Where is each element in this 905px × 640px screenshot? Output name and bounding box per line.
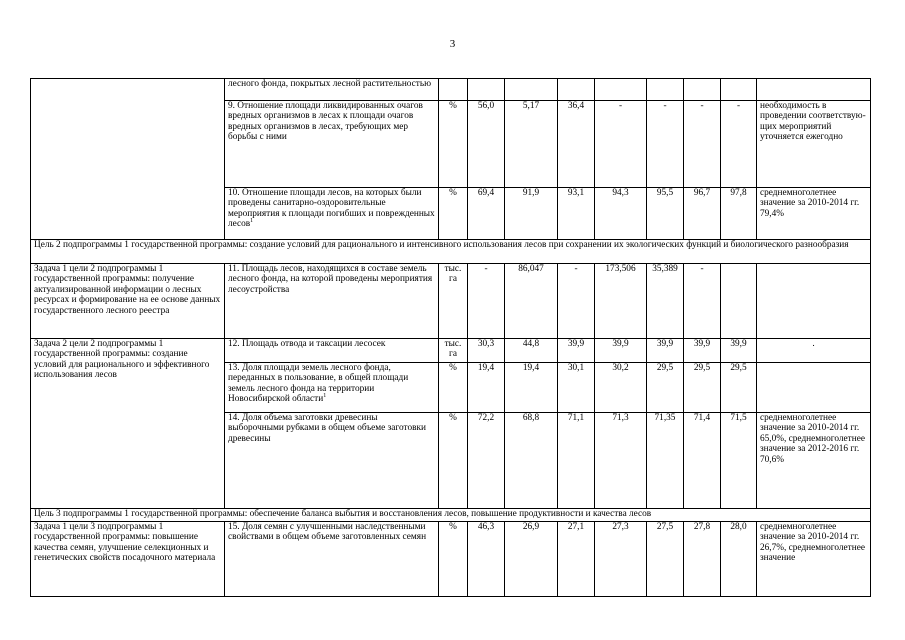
task-cell: [31, 79, 225, 240]
value-cell: 71,5: [721, 413, 757, 509]
page-number: 3: [449, 38, 456, 50]
goal-3-heading: Цель 3 подпрограммы 1 государственной программы: обеспечение баланса выбытия и восстановления лесов, повышение продуктивности и качества лесов: [31, 509, 871, 522]
value-cell: 27,1: [558, 522, 595, 597]
value-cell: 56,0: [468, 101, 505, 188]
goal-row: [31, 509, 871, 522]
indicator-cell: 13. Доля площади земель лесного фонда, переданных в пользование, в общей площади земель лесного фонда на территории Новосибирской области$^1$: [225, 363, 439, 413]
value-cell: 46,3: [468, 522, 505, 597]
value-cell: 71,4: [684, 413, 721, 509]
indicator-cell: 14. Доля объема заготовки древесины выборочными рубками в общем объеме заготовки древесины: [225, 413, 439, 509]
value-cell: 26,9: [505, 522, 558, 597]
value-cell: 71,3: [595, 413, 647, 509]
value-cell: -: [468, 264, 505, 339]
value-cell: 30,2: [595, 363, 647, 413]
indicator-cell: 12. Площадь отвода и таксации лесосек: [225, 339, 439, 363]
value-cell: 86,047: [505, 264, 558, 339]
indicator-cell: 15. Доля семян с улучшенными наследственными свойствами в общем объеме заготовленных семян: [225, 522, 439, 597]
note-cell: [757, 363, 871, 413]
indicators-table: [30, 78, 871, 597]
value-cell: 29,5: [721, 363, 757, 413]
value-cell: 91,9: [505, 188, 558, 240]
indicator-cell: 10. Отношение площади лесов, на которых были проведены санитарно-оздоровительные мероприятия к площади погибших и поврежденных лесов$^1$: [225, 188, 439, 240]
value-cell: 27,8: [684, 522, 721, 597]
value-cell: 94,3: [595, 188, 647, 240]
value-cell: 19,4: [505, 363, 558, 413]
value-cell: 27,5: [647, 522, 684, 597]
note-cell: [757, 264, 871, 339]
table-row: [31, 339, 871, 363]
value-cell: 68,8: [505, 413, 558, 509]
value-cell: 39,9: [647, 339, 684, 363]
value-cell: 39,9: [558, 339, 595, 363]
unit-cell: %: [439, 522, 468, 597]
note-cell: среднемноголетнее значение за 2010-2014 гг. 79,4%: [757, 188, 871, 240]
value-cell: 72,2: [468, 413, 505, 509]
task-cell: Задача 2 цели 2 подпрограммы 1 государственной программы: создание условий для рационального и эффективного использования лесов: [31, 339, 225, 509]
value-cell: 29,5: [647, 363, 684, 413]
value-cell: 93,1: [558, 188, 595, 240]
value-cell: 173,506: [595, 264, 647, 339]
value-cell: [721, 264, 757, 339]
value-cell: 30,3: [468, 339, 505, 363]
task-cell: Задача 1 цели 2 подпрограммы 1 государственной программы: получение актуализированной информации о лесных ресурсах и формирование на ее основе данных государственного лесного реестра: [31, 264, 225, 339]
value-cell: 36,4: [558, 101, 595, 188]
value-cell: 39,9: [721, 339, 757, 363]
table-row: [31, 79, 871, 101]
goal-row: [31, 240, 871, 264]
value-cell: 27,3: [595, 522, 647, 597]
value-cell: 97,8: [721, 188, 757, 240]
value-cell: 5,17: [505, 101, 558, 188]
value-cell: 44,8: [505, 339, 558, 363]
unit-cell: %: [439, 101, 468, 188]
value-cell: -: [684, 101, 721, 188]
value-cell: 71,35: [647, 413, 684, 509]
value-cell: 29,5: [684, 363, 721, 413]
value-cell: 28,0: [721, 522, 757, 597]
note-cell: среднемноголетнее значение за 2010-2014 гг. 26,7%, среднемноголетнее значение: [757, 522, 871, 597]
value-cell: 39,9: [684, 339, 721, 363]
note-cell: среднемноголетнее значение за 2010-2014 гг. 65,0%, среднемноголетнее значение за 2012-2016 гг. 70,6%: [757, 413, 871, 509]
value-cell: -: [558, 264, 595, 339]
indicator-cell: 11. Площадь лесов, находящихся в составе земель лесного фонда, на которой проведены мероприятия лесоустройства: [225, 264, 439, 339]
value-cell: 69,4: [468, 188, 505, 240]
value-cell: 30,1: [558, 363, 595, 413]
unit-cell: %: [439, 363, 468, 413]
value-cell: 39,9: [595, 339, 647, 363]
value-cell: 96,7: [684, 188, 721, 240]
task-cell: Задача 1 цели 3 подпрограммы 1 государственной программы: повышение качества семян, улучшение селекционных и генетических свойств посадочного материала: [31, 522, 225, 597]
table-row: [31, 264, 871, 339]
unit-cell: %: [439, 413, 468, 509]
value-cell: 35,389: [647, 264, 684, 339]
goal-2-heading: Цель 2 подпрограммы 1 государственной программы: создание условий для рационального и интенсивного использования лесов при сохранении их экологических функций и биологического разнообразия: [31, 240, 871, 264]
value-cell: 19,4: [468, 363, 505, 413]
value-cell: -: [647, 101, 684, 188]
value-cell: 71,1: [558, 413, 595, 509]
unit-cell: %: [439, 188, 468, 240]
value-cell: -: [684, 264, 721, 339]
indicator-cell: 9. Отношение площади ликвидированных очагов вредных организмов в лесах к площади очагов вредных организмов в лесах, требующих мер борьбы с ними: [225, 101, 439, 188]
unit-cell: тыс. га: [439, 264, 468, 339]
value-cell: -: [595, 101, 647, 188]
note-cell: .: [757, 339, 871, 363]
indicator-cell: лесного фонда, покрытых лесной растительностью: [225, 79, 439, 101]
note-cell: необходимость в проведении соответствую-щих мероприятий уточняется ежегодно: [757, 101, 871, 188]
table-row: [31, 522, 871, 597]
value-cell: 95,5: [647, 188, 684, 240]
value-cell: -: [721, 101, 757, 188]
unit-cell: тыс. га: [439, 339, 468, 363]
